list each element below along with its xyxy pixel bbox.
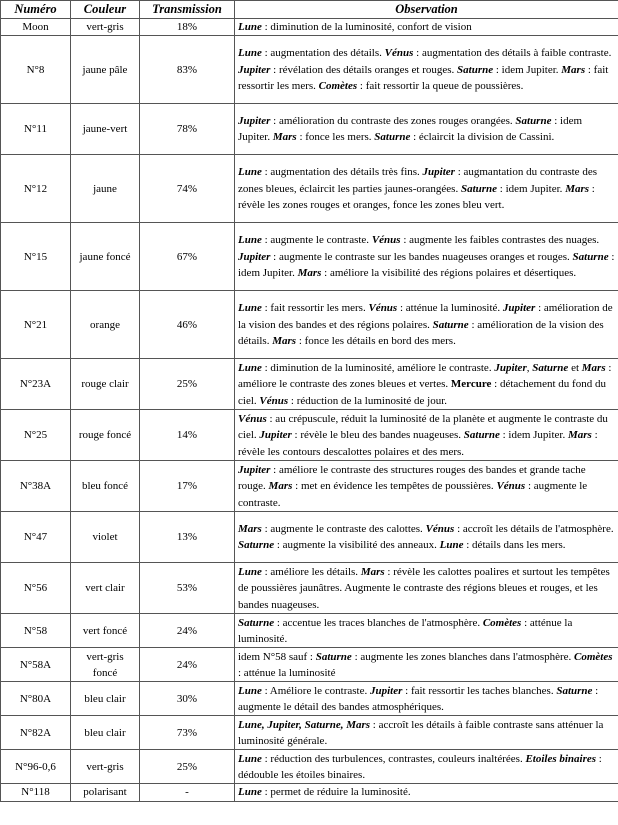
table-row bbox=[1, 614, 618, 648]
observation-cell bbox=[235, 223, 618, 291]
observation-cell bbox=[235, 155, 618, 223]
transmission-cell: 13% bbox=[140, 512, 235, 563]
observation-text: : fait ressortir les mers. bbox=[238, 63, 609, 93]
observation-text: : augmentation des détails à faible contraste. bbox=[413, 47, 612, 60]
planet-keyword: Vénus bbox=[259, 394, 289, 407]
planet-keyword: Mars bbox=[272, 335, 297, 348]
numero-cell: N°21 bbox=[1, 291, 71, 359]
planet-keyword: Lune, Jupiter, Saturne, Mars bbox=[238, 718, 371, 731]
observation-text: : augmente les faibles contrastes des nuages. bbox=[400, 234, 600, 247]
observation-text: : améliore le contraste des structures rouges des bandes et grande tache rouge. bbox=[238, 463, 586, 493]
transmission-cell: 78% bbox=[140, 104, 235, 155]
observation-text: : augmente le contraste. bbox=[261, 234, 372, 247]
observation-text: : au crépuscule, réduit la luminosité de la planète et augmente le contraste du ciel. bbox=[238, 412, 608, 442]
planet-keyword: Mars bbox=[268, 480, 293, 493]
planet-keyword: Lune bbox=[439, 539, 464, 552]
observation-text: : améliore les détails. bbox=[261, 565, 361, 578]
observation-cell bbox=[235, 359, 618, 410]
table-row bbox=[1, 410, 618, 461]
observation-text: : amélioration de la vision des bandes et des régions polaires. bbox=[238, 302, 613, 331]
planet-keyword: Saturne bbox=[572, 250, 609, 263]
numero-cell: N°11 bbox=[1, 104, 71, 155]
numero-cell: N°12 bbox=[1, 155, 71, 223]
couleur-cell: jaune pâle bbox=[71, 36, 140, 104]
couleur-cell: vert-gris bbox=[71, 19, 140, 36]
planet-keyword: Lune bbox=[238, 684, 262, 697]
observation-cell bbox=[235, 750, 618, 784]
transmission-cell: 30% bbox=[140, 682, 235, 716]
observation-text: : augmentation des détails très fins. bbox=[261, 166, 423, 179]
numero-cell: Moon bbox=[1, 19, 71, 36]
observation-text: : atténue la luminosité bbox=[238, 666, 336, 679]
observation-text: : fonce les mers. bbox=[296, 131, 375, 144]
observation-text: : améliore la visibilité des régions polaires et désertiques. bbox=[321, 267, 577, 280]
planet-keyword: Etoiles binaires bbox=[525, 752, 597, 765]
table-row bbox=[1, 648, 618, 682]
table-row bbox=[1, 461, 618, 512]
observation-cell bbox=[235, 461, 618, 512]
planet-keyword: Jupiter bbox=[259, 429, 292, 442]
planet-keyword: Comètes bbox=[318, 80, 358, 93]
observation-text: : idem Jupiter. bbox=[493, 63, 562, 76]
observation-cell bbox=[235, 682, 618, 716]
planet-keyword: Lune bbox=[238, 234, 262, 247]
observation-text: : augmantation du contraste des zones bleues, éclaircit les parties jaunes-orangées. bbox=[238, 166, 597, 195]
planet-keyword: Saturne bbox=[532, 361, 569, 374]
couleur-cell: rouge clair bbox=[71, 359, 140, 410]
observation-text: : fait ressortir la queue de poussières. bbox=[357, 80, 524, 93]
observation-text: : idem Jupiter. bbox=[497, 182, 566, 195]
numero-cell: N°80A bbox=[1, 682, 71, 716]
transmission-cell: 67% bbox=[140, 223, 235, 291]
planet-keyword: Jupiter bbox=[238, 250, 271, 263]
header-couleur: Couleur bbox=[71, 1, 140, 19]
planet-keyword: Mars bbox=[581, 361, 606, 374]
table-row bbox=[1, 19, 618, 36]
numero-cell: N°58A bbox=[1, 648, 71, 682]
planet-keyword: Mars bbox=[297, 267, 322, 280]
observation-text: : augmente la visibilité des anneaux. bbox=[274, 539, 440, 552]
planet-keyword: Jupiter bbox=[502, 302, 536, 315]
observation-text: : révèle les zones rouges et oranges, fonce les zones bleu vert. bbox=[238, 182, 595, 212]
table-row bbox=[1, 512, 618, 563]
transmission-cell: 17% bbox=[140, 461, 235, 512]
observation-text: : diminution de la luminosité, améliore le contraste. bbox=[261, 361, 495, 374]
observation-text: : diminution de la luminosité, confort de vision bbox=[261, 21, 472, 33]
table-row bbox=[1, 682, 618, 716]
planet-keyword: Vénus bbox=[425, 523, 455, 535]
header-transmission: Transmission bbox=[140, 1, 235, 19]
planet-keyword: Jupiter bbox=[422, 166, 455, 179]
numero-cell: N°58 bbox=[1, 614, 71, 648]
couleur-cell: jaune bbox=[71, 155, 140, 223]
observation-text: : révèle les calottes poalires et surtout les tempêtes de poussières jaunâtres. Augmente le contraste des régions bleues et rouges, et les bandes nuageuses. bbox=[238, 565, 610, 611]
observation-text: : dédouble les étoiles binaires. bbox=[238, 752, 602, 781]
planet-keyword: Jupiter bbox=[494, 361, 527, 374]
observation-text: : permet de réduire la luminosité. bbox=[261, 786, 411, 799]
observation-text: : réduction des turbulences, contrastes, couleurs inaltérées. bbox=[261, 752, 526, 765]
numero-cell: N°25 bbox=[1, 410, 71, 461]
planet-keyword: Lune bbox=[238, 361, 262, 374]
observation-text: : détails dans les mers. bbox=[463, 539, 566, 552]
planet-keyword: Saturne bbox=[315, 650, 352, 663]
planet-keyword: Mars bbox=[360, 565, 385, 578]
observation-text: : accentue les traces blanches de l'atmosphère. bbox=[274, 616, 483, 629]
observation-cell bbox=[235, 291, 618, 359]
table-row bbox=[1, 716, 618, 750]
observation-text: : fonce les détails en bord des mers. bbox=[296, 335, 456, 348]
couleur-cell: rouge foncé bbox=[71, 410, 140, 461]
observation-text: : révèle les contours descalottes polaires et des mers. bbox=[238, 429, 598, 458]
transmission-cell: 25% bbox=[140, 750, 235, 784]
planet-keyword: Saturne bbox=[374, 131, 411, 144]
couleur-cell: bleu foncé bbox=[71, 461, 140, 512]
observation-text: : augmente le détail des bandes atmosphériques. bbox=[238, 684, 599, 713]
planet-keyword: Lune bbox=[238, 21, 262, 33]
couleur-cell: violet bbox=[71, 512, 140, 563]
observation-text: : révèle le bleu des bandes nuageuses. bbox=[291, 429, 464, 442]
transmission-cell: 53% bbox=[140, 563, 235, 614]
planet-keyword: Saturne bbox=[556, 684, 593, 697]
observation-text: : accroît les détails à faible contraste sans atténuer la luminosité générale. bbox=[238, 718, 604, 747]
table-row bbox=[1, 291, 618, 359]
planet-keyword: Saturne bbox=[515, 115, 552, 127]
observation-text: : augmente les zones blanches dans l'atmosphère. bbox=[351, 650, 575, 663]
observation-cell bbox=[235, 784, 618, 801]
observation-cell bbox=[235, 512, 618, 563]
transmission-cell: 83% bbox=[140, 36, 235, 104]
observation-text: et bbox=[568, 361, 582, 374]
observation-text: idem N°58 sauf : bbox=[238, 650, 316, 663]
observation-text: : idem Jupiter. bbox=[499, 429, 568, 442]
planet-keyword: Jupiter bbox=[238, 115, 271, 127]
table-row bbox=[1, 223, 618, 291]
planet-keyword: Mars bbox=[238, 523, 262, 535]
planet-keyword: Comètes bbox=[482, 616, 522, 629]
couleur-cell: jaune foncé bbox=[71, 223, 140, 291]
observation-cell bbox=[235, 36, 618, 104]
transmission-cell: 24% bbox=[140, 648, 235, 682]
transmission-cell: 14% bbox=[140, 410, 235, 461]
couleur-cell: vert foncé bbox=[71, 614, 140, 648]
planet-keyword: Vénus bbox=[496, 480, 526, 493]
planet-keyword: Saturne bbox=[457, 63, 494, 76]
observation-text: : réduction de la luminosité de jour. bbox=[288, 394, 447, 407]
observation-text: : augmente le contraste des calottes. bbox=[261, 523, 426, 535]
observation-text: : augmente le contraste sur les bandes nuageuses oranges et rouges. bbox=[270, 250, 573, 263]
couleur-cell: vert clair bbox=[71, 563, 140, 614]
observation-text: : amélioration du contraste des zones rouges orangées. bbox=[270, 115, 516, 127]
transmission-cell: 74% bbox=[140, 155, 235, 223]
observation-text: : met en évidence les tempêtes de poussières. bbox=[292, 480, 497, 493]
observation-text: : révélation des détails oranges et rouges. bbox=[270, 63, 458, 76]
header-observation: Observation bbox=[235, 1, 618, 19]
planet-keyword: Vénus bbox=[384, 47, 414, 60]
planet-keyword: Saturne bbox=[238, 539, 275, 552]
observation-text: : idem Jupiter. bbox=[238, 115, 583, 144]
observation-text: : augmente le contraste. bbox=[238, 480, 588, 509]
couleur-cell: vert-gris bbox=[71, 750, 140, 784]
table-row bbox=[1, 104, 618, 155]
observation-text: : accroît les détails de l'atmosphère. bbox=[454, 523, 614, 535]
numero-cell: N°47 bbox=[1, 512, 71, 563]
observation-text: : amélioration de la vision des détails. bbox=[238, 318, 604, 348]
observation-text: : Améliore le contraste. bbox=[261, 684, 370, 697]
planet-keyword: Saturne bbox=[463, 429, 500, 442]
observation-text: : détachement du fond du ciel. bbox=[238, 378, 606, 407]
observation-text: , bbox=[526, 361, 533, 374]
planet-keyword: Jupiter bbox=[238, 463, 271, 476]
couleur-cell: polarisant bbox=[71, 784, 140, 801]
planet-keyword: Comètes bbox=[574, 650, 613, 663]
header-numero: Numéro bbox=[1, 1, 71, 19]
observation-text: : augmentation des détails. bbox=[261, 47, 385, 60]
planet-keyword: Lune bbox=[238, 302, 262, 315]
planet-keyword: Lune bbox=[238, 47, 262, 60]
planet-keyword: Vénus bbox=[368, 302, 398, 315]
numero-cell: N°118 bbox=[1, 784, 71, 801]
transmission-cell: 25% bbox=[140, 359, 235, 410]
couleur-cell: vert-gris foncé bbox=[71, 648, 140, 682]
planet-keyword: Jupiter bbox=[238, 63, 271, 76]
planet-keyword: Lune bbox=[238, 786, 262, 799]
planet-keyword: Mars bbox=[272, 131, 297, 144]
observation-text: : fait ressortir les mers. bbox=[261, 302, 369, 315]
numero-cell: N°82A bbox=[1, 716, 71, 750]
planet-keyword: Saturne bbox=[238, 616, 275, 629]
observation-cell bbox=[235, 410, 618, 461]
table-row bbox=[1, 359, 618, 410]
numero-cell: N°23A bbox=[1, 359, 71, 410]
planet-keyword: Mars bbox=[565, 182, 590, 195]
planet-keyword: Lune bbox=[238, 166, 262, 179]
numero-cell: N°56 bbox=[1, 563, 71, 614]
observation-text: : atténue la luminosité. bbox=[397, 302, 503, 315]
couleur-cell: bleu clair bbox=[71, 716, 140, 750]
observation-cell bbox=[235, 648, 618, 682]
observation-cell bbox=[235, 614, 618, 648]
header-row bbox=[1, 1, 618, 19]
table-row bbox=[1, 563, 618, 614]
table-row bbox=[1, 155, 618, 223]
couleur-cell: orange bbox=[71, 291, 140, 359]
transmission-cell: 18% bbox=[140, 19, 235, 36]
observation-cell bbox=[235, 716, 618, 750]
table-row bbox=[1, 784, 618, 801]
observation-text: : éclaircit la division de Cassini. bbox=[410, 131, 555, 144]
observation-text: : atténue la luminosité. bbox=[238, 616, 573, 645]
planet-keyword: Mars bbox=[561, 63, 586, 76]
planet-keyword: Vénus bbox=[371, 234, 401, 247]
numero-cell: N°15 bbox=[1, 223, 71, 291]
transmission-cell: - bbox=[140, 784, 235, 801]
planet-keyword: Saturne bbox=[460, 182, 498, 195]
planet-keyword: Mars bbox=[567, 429, 592, 442]
couleur-cell: jaune-vert bbox=[71, 104, 140, 155]
transmission-cell: 73% bbox=[140, 716, 235, 750]
planet-keyword: Lune bbox=[238, 565, 262, 578]
observation-cell bbox=[235, 104, 618, 155]
observation-text: : fait ressortir les taches blanches. bbox=[402, 684, 557, 697]
planet-keyword: Saturne bbox=[432, 318, 469, 331]
numero-cell: N°8 bbox=[1, 36, 71, 104]
transmission-cell: 24% bbox=[140, 614, 235, 648]
observation-cell bbox=[235, 19, 618, 36]
numero-cell: N°38A bbox=[1, 461, 71, 512]
couleur-cell: bleu clair bbox=[71, 682, 140, 716]
transmission-cell: 46% bbox=[140, 291, 235, 359]
table-body bbox=[1, 19, 618, 802]
table-row bbox=[1, 36, 618, 104]
numero-cell: N°96-0,6 bbox=[1, 750, 71, 784]
planet-keyword: Jupiter bbox=[369, 684, 403, 697]
planet-keyword: Vénus bbox=[238, 412, 267, 425]
planet-keyword: Mercure bbox=[450, 378, 492, 391]
table-row bbox=[1, 750, 618, 784]
observation-text: : améliore le contraste des zones bleues et vertes. bbox=[238, 361, 612, 391]
observation-text: : idem Jupiter. bbox=[238, 250, 615, 280]
planet-keyword: Lune bbox=[238, 752, 262, 765]
observation-cell bbox=[235, 563, 618, 614]
